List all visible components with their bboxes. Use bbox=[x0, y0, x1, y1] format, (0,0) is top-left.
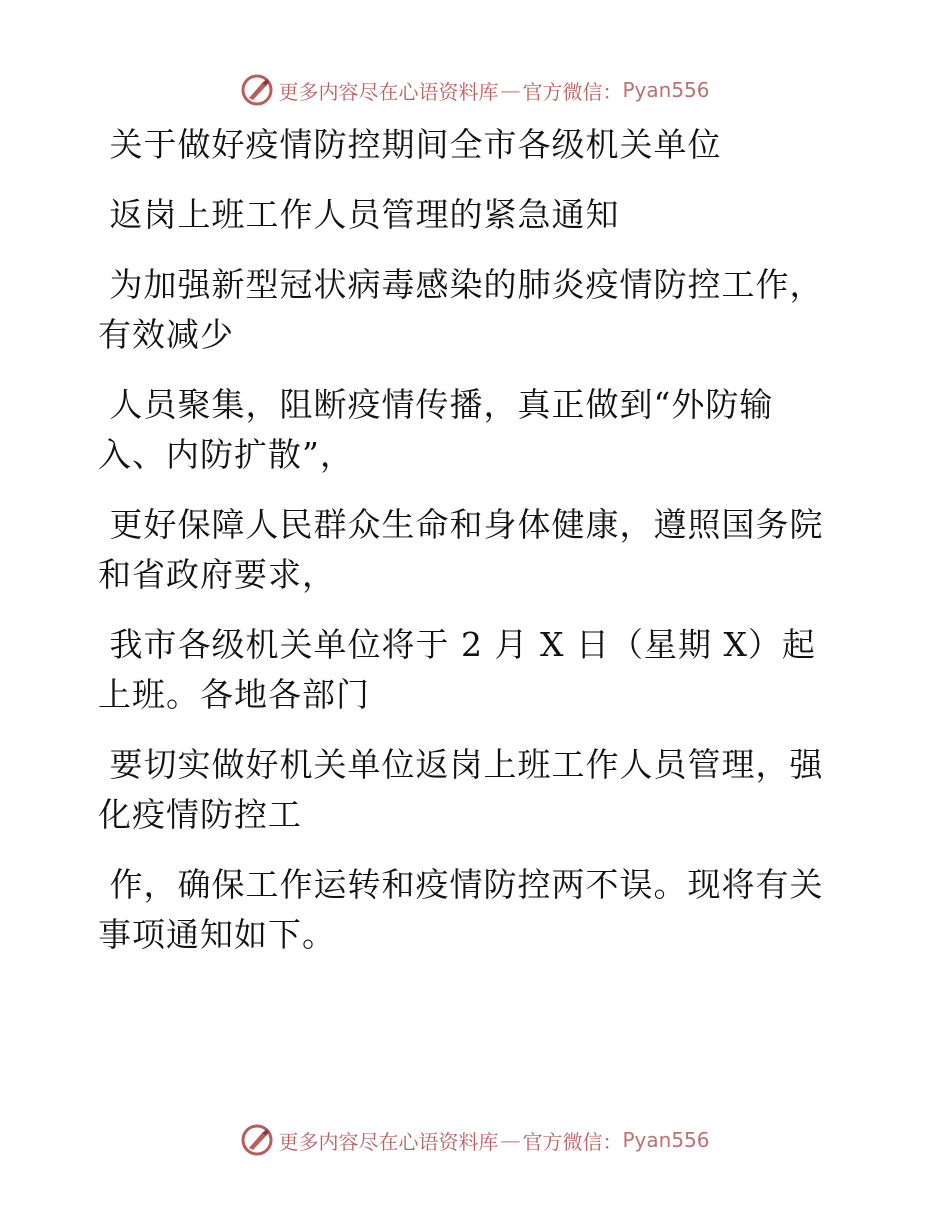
header-watermark bbox=[0, 70, 950, 110]
watermark-separator: — bbox=[500, 78, 521, 102]
body-paragraph: 为加强新型冠状病毒感染的肺炎疫情防控工作，有效减少 bbox=[98, 265, 824, 354]
body-paragraph: 我市各级机关单位将于 2 月 X 日（星期 X）起上班。各地各部门 bbox=[98, 625, 816, 714]
watermark-text: 更多内容尽在心语资料库 bbox=[278, 79, 499, 104]
body-paragraph: 更好保障人民群众生命和身体健康，遵照国务院和省政府要求， bbox=[98, 505, 824, 594]
document-title-line-1: 关于做好疫情防控期间全市各级机关单位 bbox=[98, 125, 722, 164]
document-body bbox=[98, 120, 838, 980]
body-paragraph: 作，确保工作运转和疫情防控两不误。现将有关事项通知如下。 bbox=[98, 865, 824, 954]
body-paragraph: 人员聚集，阻断疫情传播，真正做到“外防输入、内防扩散”， bbox=[98, 385, 774, 474]
body-paragraph: 要切实做好机关单位返岗上班工作人员管理，强化疫情防控工 bbox=[98, 745, 824, 834]
quill-pen-logo-icon bbox=[240, 73, 274, 107]
quill-pen-logo-icon bbox=[240, 1123, 274, 1157]
watermark-wechat-label: 官方微信： bbox=[522, 1129, 623, 1154]
watermark-wechat-id: Pyan556 bbox=[622, 78, 710, 102]
footer-watermark bbox=[0, 1120, 950, 1160]
document-title-line-2: 返岗上班工作人员管理的紧急通知 bbox=[98, 195, 620, 234]
watermark-wechat-label: 官方微信： bbox=[522, 79, 623, 104]
watermark-separator: — bbox=[500, 1128, 521, 1152]
watermark-wechat-id: Pyan556 bbox=[622, 1128, 710, 1152]
watermark-text: 更多内容尽在心语资料库 bbox=[278, 1129, 499, 1154]
